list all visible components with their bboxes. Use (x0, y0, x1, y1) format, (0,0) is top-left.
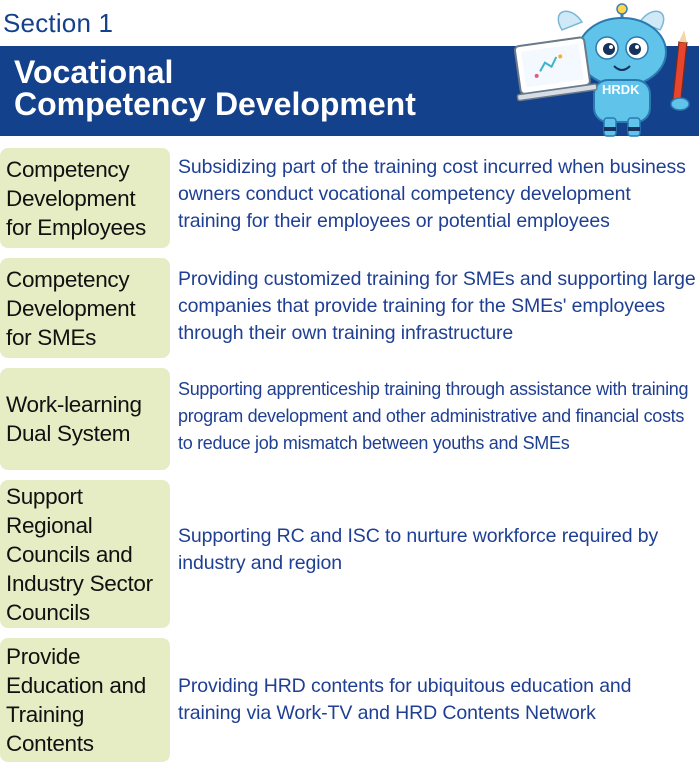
row-label: Provide Education and Training Contents (6, 644, 146, 756)
row-label: Support Regional Councils and Industry Sector Councils (6, 483, 153, 625)
row-description: Subsidizing part of the training cost incurred when business owners conduct vocational competency development training for their employees or potential employees (178, 155, 686, 232)
row-description: Providing customized training for SMEs and supporting large companies that provide training for the SMEs' employees through their own training infrastructure (178, 267, 696, 344)
row-label-box (0, 258, 170, 358)
section-label: Section 1 (3, 8, 114, 38)
list-item (0, 148, 699, 248)
title-line-1: Vocational (14, 54, 174, 90)
list-item (0, 638, 699, 762)
row-label: Work-learning Dual System (6, 392, 142, 446)
row-description: Supporting RC and ISC to nurture workforce required by industry and region (178, 525, 659, 574)
mascot-brand: HRDK (602, 82, 640, 97)
list-item (0, 368, 699, 470)
row-description: Providing HRD contents for ubiquitous education and training via Work-TV and HRD Contents Network (178, 675, 632, 724)
mascot-icon (510, 0, 699, 140)
row-label-box (0, 480, 170, 628)
row-label-box (0, 638, 170, 762)
row-label: Competency Development for Employees (6, 156, 146, 240)
row-label: Competency Development for SMEs (6, 266, 136, 350)
row-label-box (0, 148, 170, 248)
row-description: Supporting apprenticeship training through assistance with training program development and other administrative and financial costs to reduce job mismatch between youths and SMEs (178, 378, 689, 453)
list-item (0, 258, 699, 358)
title-line-2: Competency Development (14, 86, 416, 122)
page-title (14, 56, 534, 120)
row-label-box (0, 368, 170, 470)
list-item (0, 480, 699, 628)
